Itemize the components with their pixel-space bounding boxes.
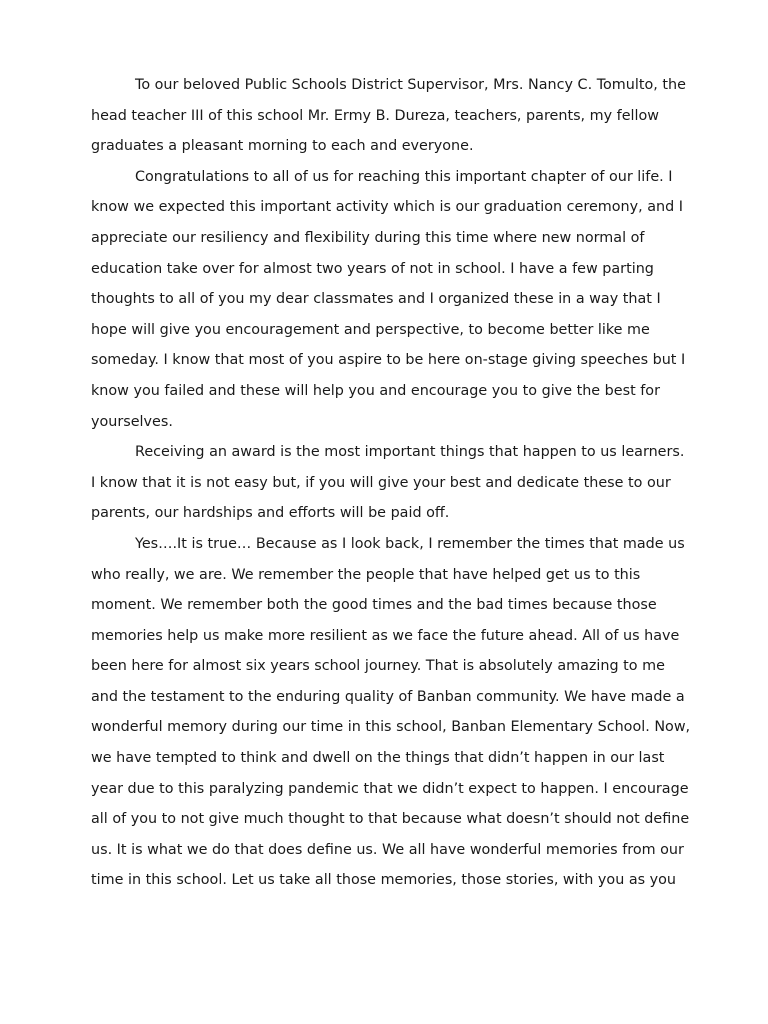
paragraph-greeting: To our beloved Public Schools District Supervisor, Mrs. Nancy C. Tomulto, the head teacher III of this school Mr. Ermy B. Dureza, teachers, parents, my fellow graduates a pleasant morning to each and everyone. [91, 77, 686, 155]
paragraph-memories: Yes….It is true… Because as I look back, I remember the times that made us who really, we are. We remember the people that have helped get us to this moment. We remember both the good times and the bad times because those memories help us make more resilient as we face the future ahead. All of us have been here for almost six years school journey. That is absolutely amazing to me and the testament to the enduring quality of Banban community. We have made a wonderful memory during our time in this school, Banban Elementary School. Now, we have tempted to think and dwell on the things that didn’t happen in our last year due to this paralyzing pandemic that we didn’t expect to happen. I encourage all of you to not give much thought to that because what doesn’t should not define us. It is what we do that does define us. We all have wonderful memories from our time in this school. Let us take all those memories, those stories, with you as you [91, 535, 691, 889]
speech-body [91, 70, 691, 896]
paragraph-award: Receiving an award is the most important things that happen to us learners. I know that it is not easy but, if you will give your best and dedicate these to our parents, our hardships and efforts will be paid off. [91, 444, 685, 522]
paragraph-congratulations: Congratulations to all of us for reaching this important chapter of our life. I know we expected this important activity which is our graduation ceremony, and I appreciate our resiliency and flexibility during this time where new normal of education take over for almost two years of not in school. I have a few parting thoughts to all of you my dear classmates and I organized these in a way that I hope will give you encouragement and perspective, to become better like me someday. I know that most of you aspire to be here on-stage giving speeches but I know you failed and these will help you and encourage you to give the best for yourselves. [91, 168, 686, 430]
